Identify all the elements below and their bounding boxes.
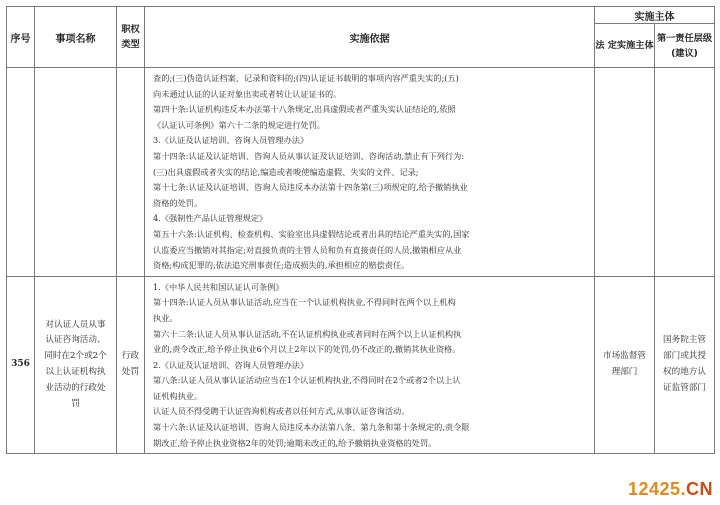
basis-line: (三)出具虚假或者失实的结论,编造或者唆使编造虚假、失实的文件、记录; — [153, 166, 419, 177]
basis-line: 业的,责令改正,给予停止执业6个月以上2年以下的处罚,仍不改正的,撤销其执业资格。 — [153, 344, 461, 355]
basis-line: 证机构执业。 — [153, 390, 203, 401]
authority-table — [6, 6, 715, 454]
header-no: 序号 — [7, 7, 35, 68]
prev-name-cell — [35, 68, 117, 277]
basis-line: 第五十六条:认证机构、检查机构、实验室出具虚假结论或者出具的结论严重失实的,国家 — [153, 228, 470, 239]
basis-line: 第十六条:认证及认证培训、咨询人员违反本办法第八条、第九条和第十条规定的,责令限 — [153, 422, 470, 433]
watermark-part2: CN — [686, 479, 713, 499]
prev-legal-subject-cell — [595, 68, 655, 277]
basis-line: 第十四条:认证人员从事认证活动,应当在一个认证机构执业,不得同时在两个以上机构 — [153, 297, 456, 308]
basis-line: 认证人员不得受聘于认证咨询机构或者以任何方式,从事认证咨询活动。 — [153, 406, 410, 417]
basis-line: 2.《认证及认证培训、咨询人员管理办法》 — [153, 359, 309, 370]
basis-line: 资格;构成犯罪的,依法追究刑事责任;造成损失的,承担相应的赔偿责任。 — [153, 260, 410, 271]
row-name: 对认证人员从事认证咨询活动、同时在2个或2个以上认证机构执业活动的行政处罚 — [35, 276, 117, 454]
row-type: 行政处罚 — [117, 276, 145, 454]
prev-type-cell — [117, 68, 145, 277]
basis-line: 执业。 — [153, 312, 178, 323]
site-watermark — [628, 479, 713, 500]
basis-line: 期改正,给予停止执业资格2年的处罚;逾期未改正的,给予撤销执业资格的处罚。 — [153, 437, 437, 448]
header-type: 职权类型 — [117, 7, 145, 68]
row-no: 356 — [7, 276, 35, 454]
header-legal-subject: 法 定实施主体 — [595, 24, 655, 68]
basis-line: 认监委应当撤销对其指定;对直接负责的主管人员和负有直接责任的人员,撤销相应从业 — [153, 244, 462, 255]
table-row-prev — [7, 68, 715, 277]
row-basis-cell — [145, 276, 595, 454]
basis-line: 第十七条:认证及认证培训、咨询人员违反本办法第十四条第(三)项规定的,给予撤销执业 — [153, 182, 468, 193]
basis-line: 第六十二条:认证人员从事认证活动,不在认证机构执业或者同时在两个以上认证机构执 — [153, 328, 462, 339]
prev-no-cell — [7, 68, 35, 277]
table-row-356 — [7, 276, 715, 454]
prev-basis-cell — [145, 68, 595, 277]
prev-first-level-cell — [655, 68, 715, 277]
basis-line: 第四十条:认证机构违反本办法第十八条规定,出具虚假或者严重失实认证结论的,依照 — [153, 104, 456, 115]
basis-line: 第八条:认证人员从事认证活动应当在1个认证机构执业,不得同时在2个或者2个以上认 — [153, 375, 461, 386]
basis-line: 查的;(三)伪造认证档案、记录和资料的;(四)认证证书载明的事项内容严重失实的;(五) — [153, 73, 459, 83]
basis-line: 向未通过认证的认证对象出卖或者转让认证证书的。 — [153, 88, 342, 99]
header-subject: 实施主体 — [595, 7, 715, 24]
watermark-part1: 12425. — [627, 479, 686, 499]
document-page — [6, 6, 714, 454]
basis-line: 第十四条:认证及认证培训、咨询人员从事认证及认证培训、咨询活动,禁止有下列行为: — [153, 150, 465, 161]
basis-line: 《认证认可条例》第六十二条的规定进行处罚。 — [153, 119, 325, 130]
basis-line: 4.《强制性产品认证管理规定》 — [153, 213, 268, 224]
header-name: 事项名称 — [35, 7, 117, 68]
basis-line: 资格的处罚。 — [153, 197, 203, 208]
basis-line: 3.《认证及认证培训、咨询人员管理办法》 — [153, 135, 309, 146]
header-first-level: 第一责任层级(建议) — [655, 24, 715, 68]
row-legal-subject: 市场监督管理部门 — [595, 276, 655, 454]
basis-line: 1.《中华人民共和国认证认可条例》 — [153, 281, 284, 292]
header-basis: 实施依据 — [145, 7, 595, 68]
row-first-level: 国务院主管部门或其授权的地方认证监管部门 — [655, 276, 715, 454]
